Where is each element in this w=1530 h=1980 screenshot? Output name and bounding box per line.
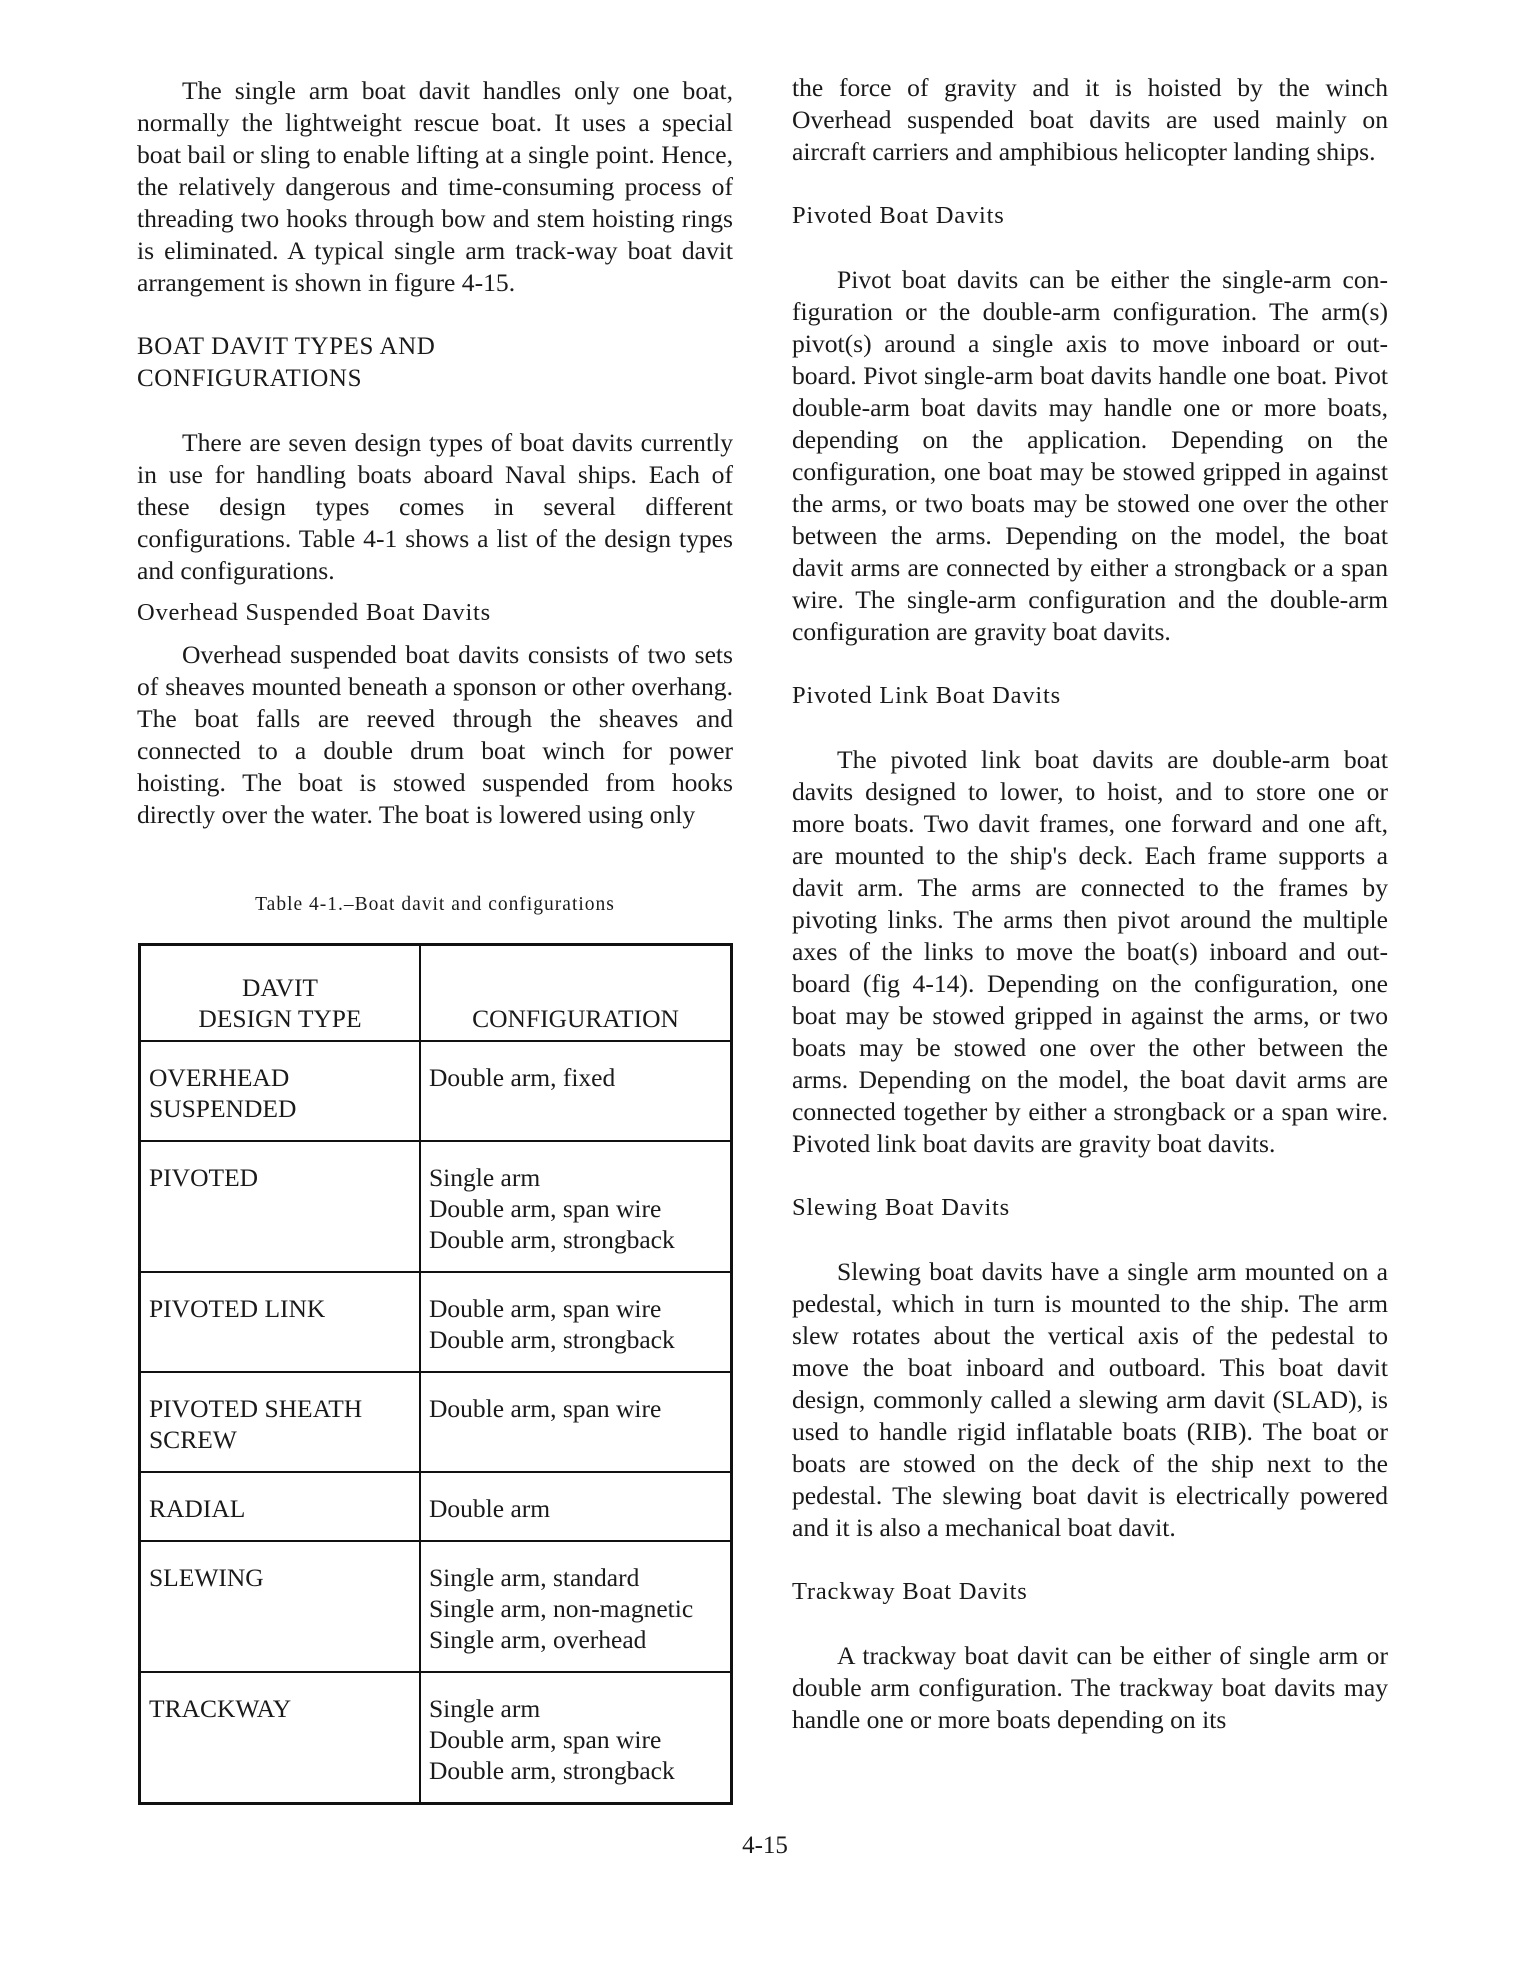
design-type-cell: SLEWING xyxy=(140,1541,421,1672)
types-paragraph: There are seven design types of boat davits currently in use for handling boats aboard Naval ships. Each of these design types comes in several different configurations. Table 4-1 shows a list of the design types and configurations. xyxy=(137,428,733,585)
pivoted-link-heading: Pivoted Link Boat Davits xyxy=(792,682,1061,709)
configuration-cell: Double arm, span wire xyxy=(420,1372,732,1472)
page-number: 4-15 xyxy=(742,1832,788,1859)
design-type-cell: TRACKWAY xyxy=(140,1672,421,1804)
design-type-cell: RADIAL xyxy=(140,1472,421,1541)
continuation-paragraph: the force of gravity and it is hoisted by the winch Overhead suspended boat davits are used mainly on aircraft carriers and amphibious helicopter landing ships. xyxy=(792,73,1388,166)
configuration-cell: Single arm Double arm, span wire Double arm, strongback xyxy=(420,1672,732,1804)
header-design-type: DAVIT DESIGN TYPE xyxy=(140,945,421,1042)
slewing-heading: Slewing Boat Davits xyxy=(792,1194,1010,1221)
trackway-heading: Trackway Boat Davits xyxy=(792,1578,1028,1605)
design-type-cell: OVERHEAD SUSPENDED xyxy=(140,1041,421,1141)
table-caption: Table 4-1.–Boat davit and configurations xyxy=(255,894,615,915)
left-column xyxy=(137,75,733,831)
section-heading-line-1: BOAT DAVIT TYPES AND xyxy=(137,333,436,360)
davit-table xyxy=(138,943,733,1805)
configuration-cell: Single arm, standard Single arm, non-magnetic Single arm, overhead xyxy=(420,1541,732,1672)
pivoted-link-paragraph: The pivoted link boat davits are double-arm boat davits designed to lower, to hoist, and to store one or more boats. Two davit frames, one forward and one aft, are mounted to the ship's deck. Each frame supports a davit arm. The arms are connected to the frames by pivoting links. The arms then pivot around the multiple axes of the links to move the boat(s) inboard and out-board (fig 4-14). Depending on the configuration, one boat may be stowed gripped in against the arms, or two boats may be stowed one over the other between the arms. Depending on the model, the boat davit arms are connected together by either a strongback or a span wire. Pivoted link boat davits are gravity boat davits. xyxy=(792,745,1388,1158)
table-row xyxy=(140,1372,732,1472)
table-row xyxy=(140,1272,732,1372)
table-row xyxy=(140,1472,732,1541)
design-type-cell: PIVOTED LINK xyxy=(140,1272,421,1372)
table-header-row xyxy=(140,945,732,1042)
overhead-paragraph: Overhead suspended boat davits consists of two sets of sheaves mounted beneath a sponson or other overhang. The boat falls are reeved through the sheaves and connected to a double drum boat winch for power hoisting. The boat is stowed suspended from hooks directly over the water. The boat is lowered using only xyxy=(137,640,733,829)
configuration-cell: Double arm, fixed xyxy=(420,1041,732,1141)
table-row xyxy=(140,1141,732,1272)
pivoted-heading: Pivoted Boat Davits xyxy=(792,202,1005,229)
design-type-cell: PIVOTED SHEATH SCREW xyxy=(140,1372,421,1472)
header-configuration: CONFIGURATION xyxy=(420,945,732,1042)
table-row xyxy=(140,1041,732,1141)
design-type-cell: PIVOTED xyxy=(140,1141,421,1272)
right-column xyxy=(792,72,1388,1736)
pivoted-paragraph: Pivot boat davits can be either the single-arm con-figuration or the double-arm configuration. The arm(s) pivot(s) around a single axis to move inboard or out-board. Pivot single-arm boat davits handle one boat. Pivot double-arm boat davits may handle one or more boats, depending on the application. Depending on the configuration, one boat may be stowed gripped in against the arms, or two boats may be stowed one over the other between the arms. Depending on the model, the boat davit arms are connected by either a strongback or a span wire. The single-arm configuration and the double-arm configuration are gravity boat davits. xyxy=(792,265,1388,646)
table-row xyxy=(140,1672,732,1804)
overhead-heading: Overhead Suspended Boat Davits xyxy=(137,599,491,626)
configuration-cell: Double arm, span wire Double arm, strongback xyxy=(420,1272,732,1372)
table-row xyxy=(140,1541,732,1672)
intro-paragraph: The single arm boat davit handles only one boat, normally the lightweight rescue boat. It uses a special boat bail or sling to enable lifting at a single point. Hence, the relatively dangerous and time-consuming process of threading two hooks through bow and stem hoisting rings is eliminated. A typical single arm track-way boat davit arrangement is shown in figure 4-15. xyxy=(137,76,733,297)
section-heading-line-2: CONFIGURATIONS xyxy=(137,365,363,392)
trackway-paragraph: A trackway boat davit can be either of single arm or double arm configuration. The trackway boat davits may handle one or more boats depending on its xyxy=(792,1641,1388,1734)
configuration-cell: Double arm xyxy=(420,1472,732,1541)
slewing-paragraph: Slewing boat davits have a single arm mounted on a pedestal, which in turn is mounted to the ship. The arm slew rotates about the vertical axis of the pedestal to move the boat inboard and outboard. This boat davit design, commonly called a slewing arm davit (SLAD), is used to handle rigid inflatable boats (RIB). The boat or boats are stowed on the deck of the ship next to the pedestal. The slewing boat davit is electrically powered and it is also a mechanical boat davit. xyxy=(792,1257,1388,1542)
configuration-cell: Single arm Double arm, span wire Double arm, strongback xyxy=(420,1141,732,1272)
